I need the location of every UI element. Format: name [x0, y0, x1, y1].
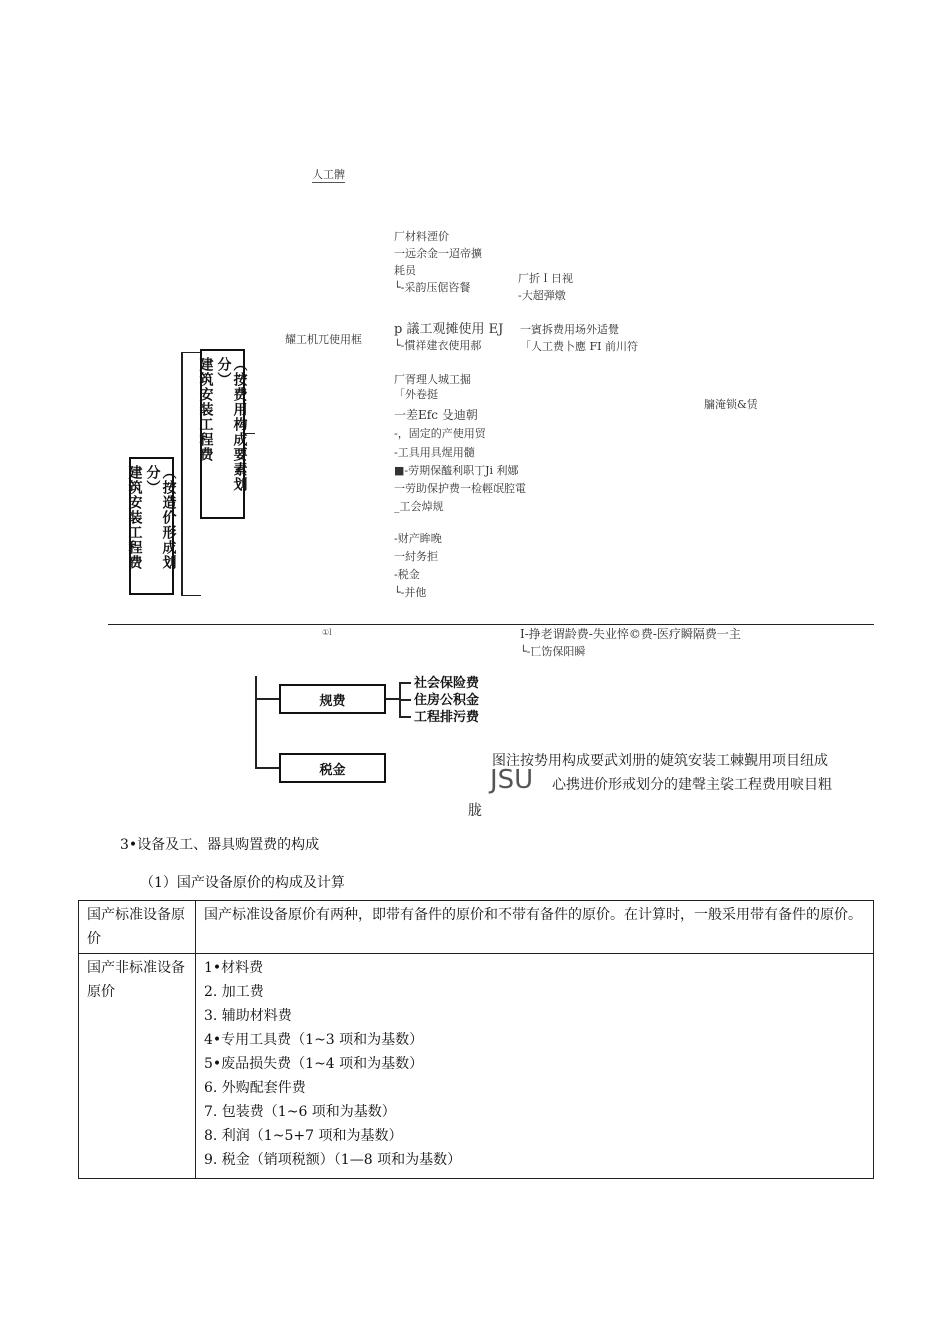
branch-line [255, 676, 257, 768]
table-row [79, 954, 874, 1179]
table-value-cell [196, 954, 874, 1179]
list-item: 9. 税金（销项税额）（1—8 项和为基数） [204, 1152, 462, 1168]
list-item: -税金 [394, 568, 420, 581]
list-item: 4•专用工具费（1~3 项和为基数） [204, 1032, 424, 1048]
list-item: _工会焯规 [394, 500, 444, 513]
list-item: └-采韵压倨咨餐 [394, 281, 471, 294]
list-item: 7. 包装费（1~6 项和为基数） [204, 1104, 396, 1120]
depreciation-group [518, 272, 573, 303]
caption-line-3: 胧 [468, 803, 482, 819]
fees-box: 规费 [279, 684, 386, 714]
list-item: 5•废品损失费（1~4 项和为基数） [204, 1056, 424, 1072]
table-row [79, 901, 874, 954]
equipment-price-table [78, 900, 874, 1179]
table-key-cell: 国产非标准设备原价 [79, 954, 196, 1179]
list-item: 耗员 [394, 264, 416, 277]
list-item: 社会保险费 [414, 676, 480, 691]
inner-category-box [197, 349, 248, 519]
branch-line [399, 699, 411, 701]
bracket-line [181, 352, 183, 596]
list-item: -财产眸晚 [394, 532, 442, 545]
list-item: 厂折Ｉ日视 [518, 272, 573, 285]
list-item: 6. 外购配套件费 [204, 1080, 306, 1096]
list-item: └-慣祥建衣使用郝 [394, 339, 482, 352]
machine-cost-group [394, 323, 503, 353]
list-item: 3. 辅助材料费 [204, 1008, 292, 1024]
box-text: 建筑安装工程费 [126, 465, 143, 570]
list-item: 厂材料湮价 [394, 230, 449, 243]
insurance-line: I-挣老谓龄费-失业悴©费-医疗瞬隔费一主 [520, 627, 741, 641]
bracket-line [181, 595, 201, 596]
list-item: 厂胥理人城工掘 [394, 373, 471, 386]
list-item: 一紂务拒 [394, 550, 438, 563]
list-item: 一远余金一迢帝擴 [394, 247, 482, 260]
list-item: 一差Efc 殳迪朝 [394, 408, 478, 422]
caption-line-1: 图注按势用构成要武刘册的婕筑安装工棘覲用项目纽成 [492, 753, 828, 769]
branch-line [255, 767, 279, 769]
branch-line [399, 716, 411, 718]
caption-jsu: JSU [490, 765, 534, 795]
list-item: 「人工费卜應 FI 前川符 [520, 340, 638, 353]
bracket-line [181, 352, 201, 353]
list-item: -，固定的产使用贸 [394, 427, 486, 440]
list-item: 工程排污费 [414, 710, 480, 725]
caption-line-2: 心携进价形戒划分的建聲主裟工程费用唳目粗 [552, 777, 832, 793]
section-heading: 3•设备及工、器具购置费的构成 [120, 837, 320, 853]
branch-line [386, 698, 400, 700]
list-item: -大超弾燉 [518, 289, 566, 302]
management-cost-group [394, 373, 526, 514]
labor-cost-label: 人工髀 [312, 168, 345, 181]
branch-line [255, 698, 279, 700]
box-text: （按造价形成划分） [144, 465, 177, 570]
machine-cost-label: 耀工机兀使用框 [285, 333, 362, 346]
list-item: 「外卷挺 [394, 388, 438, 401]
fees-items [414, 675, 479, 726]
insurance-line-2: └-匸饬保阳瞬 [520, 645, 586, 658]
material-cost-group [394, 230, 482, 295]
box-text: （按费用构成要素划分） [215, 357, 248, 492]
list-item: -工具用具煋用髓 [394, 446, 475, 459]
outer-category-box [126, 457, 177, 595]
right-note: 牖淹锁&赁 [704, 398, 758, 411]
list-item: 8. 利润（1~5+7 项和为基数） [204, 1128, 403, 1144]
branch-line [399, 682, 411, 684]
subsection-heading: （1）国产设备原价的构成及计算 [140, 875, 345, 891]
site-cost-group [520, 323, 638, 354]
box-text: 建筑安装工程费 [197, 357, 214, 462]
divider-line [108, 624, 874, 625]
other-cost-group [394, 532, 442, 600]
list-item: 住房公积金 [414, 693, 480, 708]
list-item: ■-劳期保醯利职丁Ji 利娜 [394, 464, 519, 477]
list-item: 一劳助保护费一检輕氓腔電 [394, 482, 526, 495]
list-item: 1•材料费 [204, 960, 264, 976]
list-item: 2. 加工费 [204, 984, 264, 1000]
list-item: p 議工观摊使用 EJ [394, 322, 504, 337]
table-value-cell: 国产标准设备原价有两种，即带有备件的原价和不带有备件的原价。在计算时，一般采用带有备件的原价。 [196, 901, 874, 954]
table-key-cell: 国产标准设备原价 [79, 901, 196, 954]
list-item: 一賓拆费用场外适覺 [520, 323, 619, 336]
small-mark: ①l [322, 628, 332, 637]
tax-box: 税金 [279, 753, 386, 783]
list-item: └-并他 [394, 586, 427, 599]
